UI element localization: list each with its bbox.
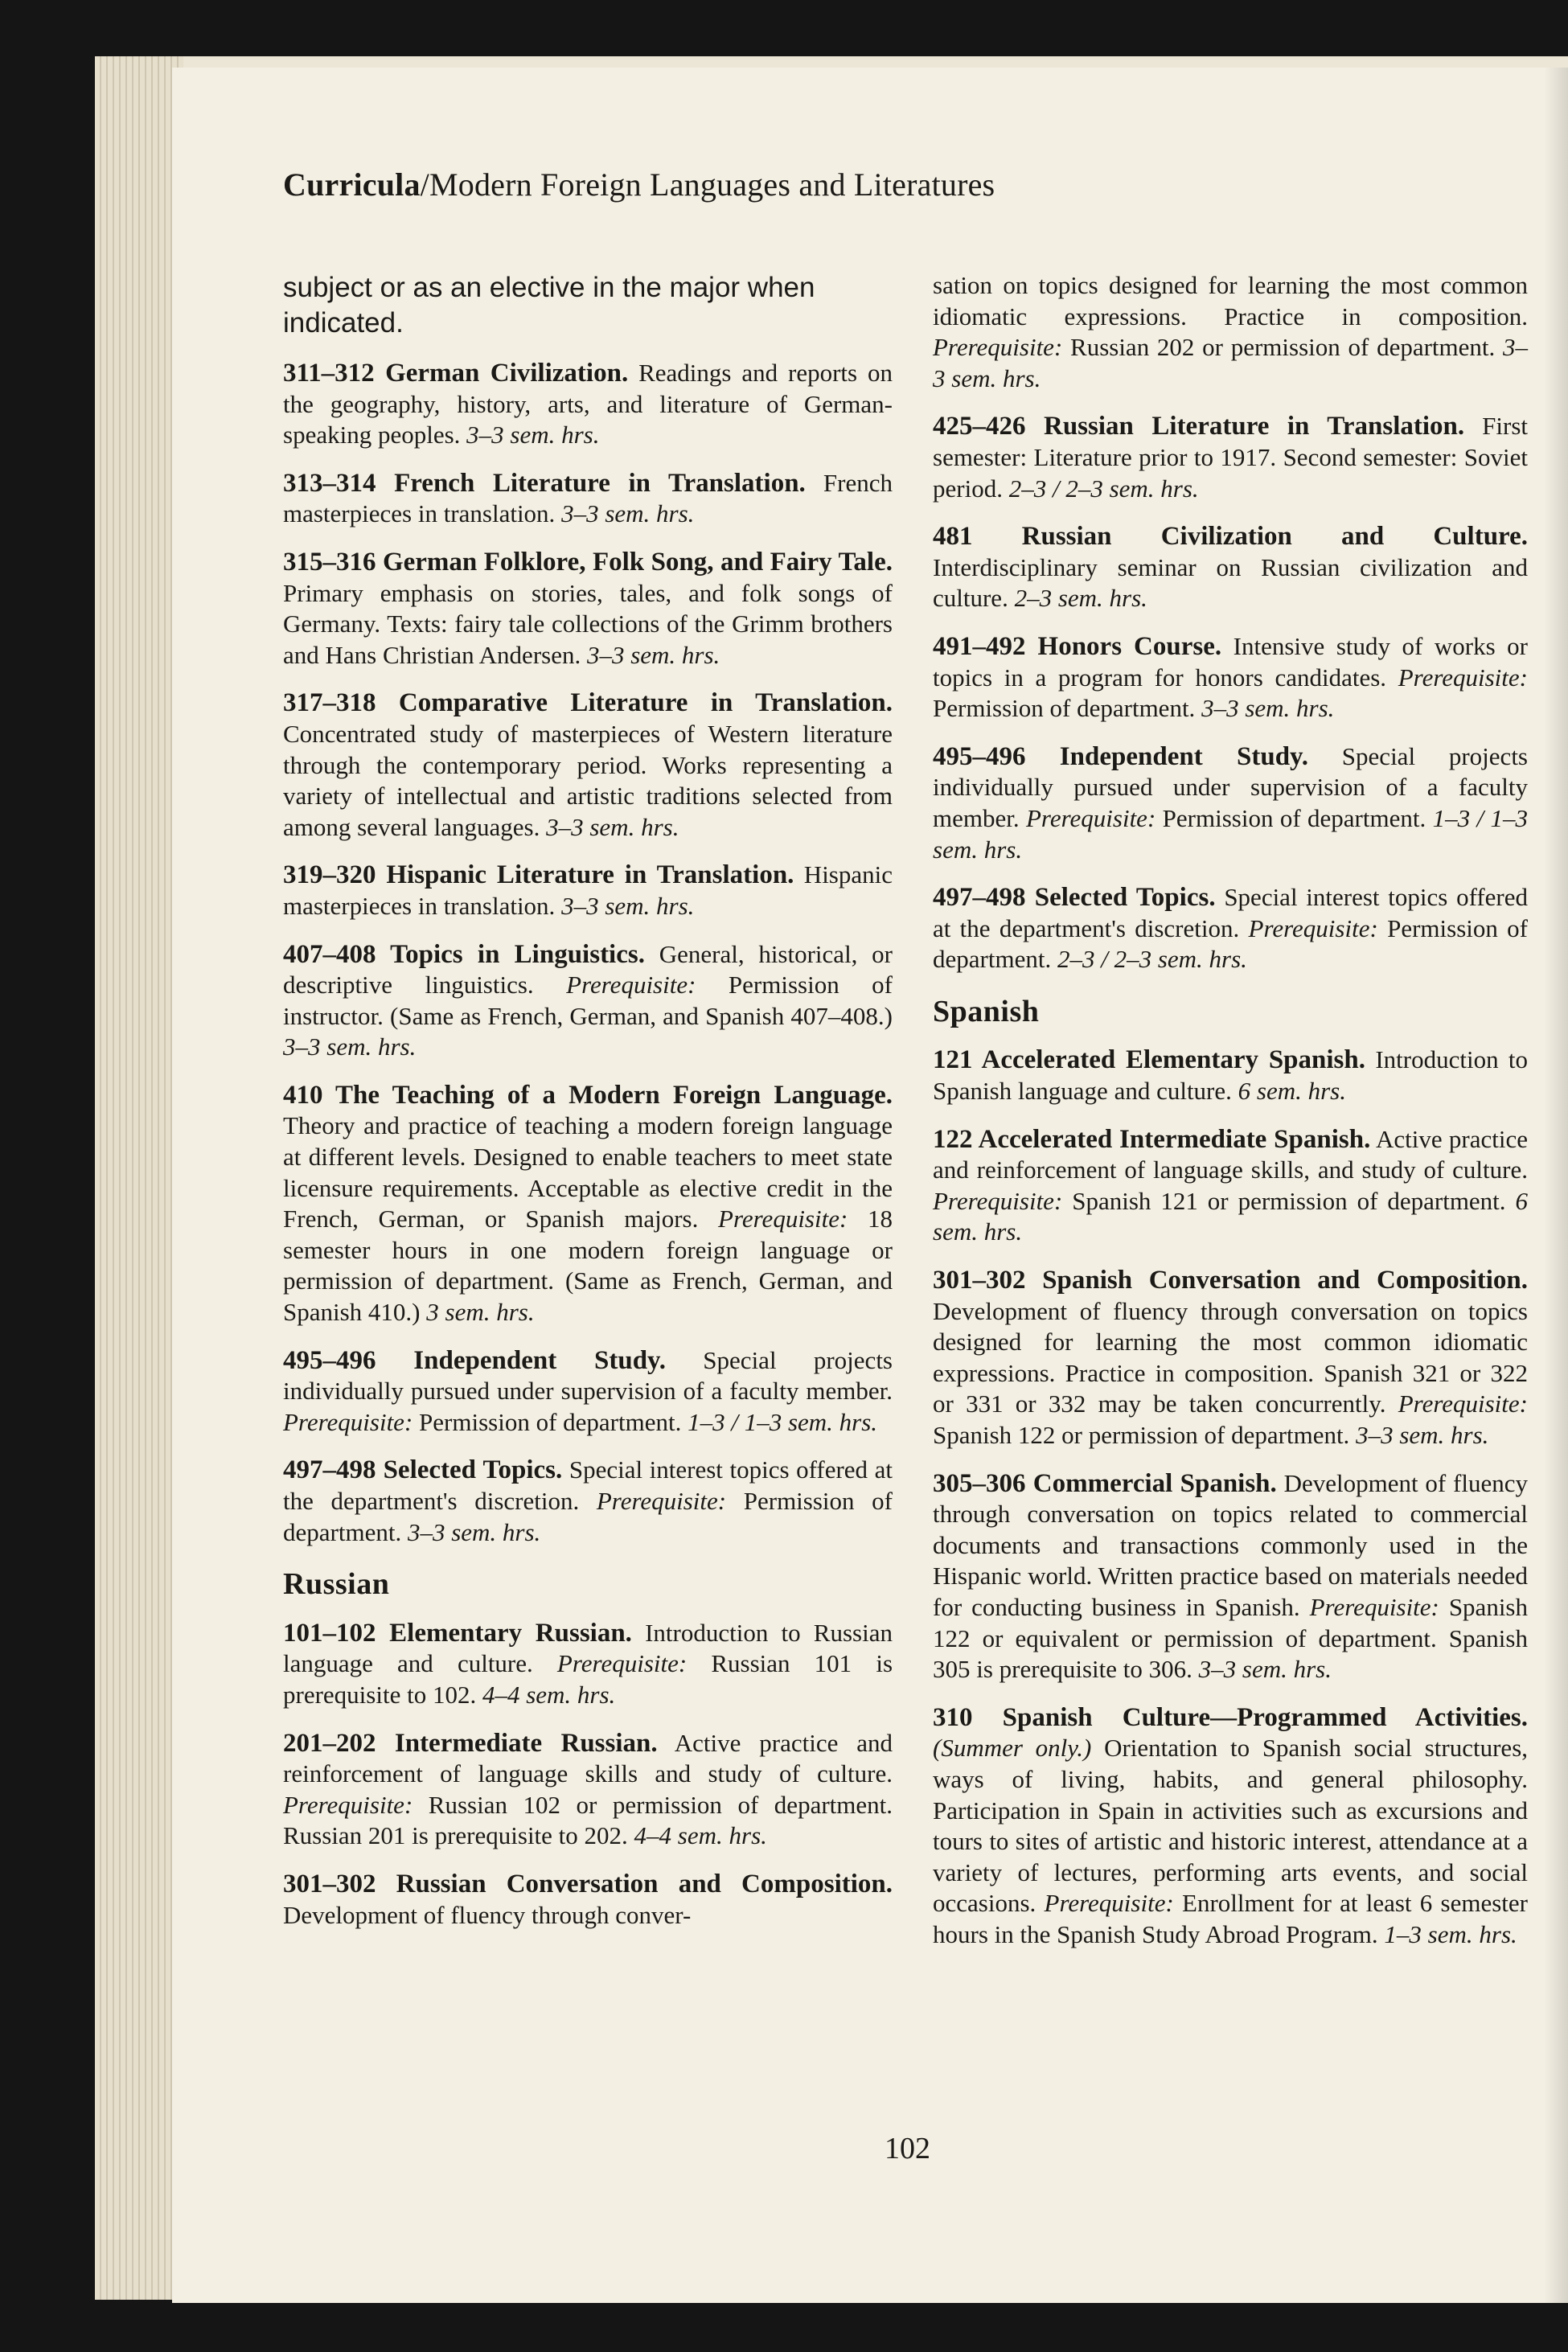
prerequisite-label: Prerequisite: <box>933 1186 1063 1215</box>
left-entries <box>283 358 893 1548</box>
course-title: 301–302 Russian Conversation and Composition. <box>283 1869 893 1898</box>
course-title: 410 The Teaching of a Modern Foreign Language. <box>283 1080 893 1110</box>
running-header <box>283 166 995 203</box>
course-requirement: Russian 101 is prerequisite to 102. <box>283 1649 893 1709</box>
course-hours: 2–3 / 2–3 sem. hrs. <box>1057 945 1247 974</box>
course-description: Special projects individually pursued under supervision of a faculty member. <box>933 741 1528 832</box>
prerequisite-label: Prerequisite: <box>596 1487 727 1515</box>
course-entry <box>933 1468 1528 1685</box>
continued-text: subject or as an elective in the major when indicated. <box>283 272 815 339</box>
course-requirement: Spanish 121 or permission of department. <box>1062 1186 1516 1215</box>
course-hours: 2–3 sem. hrs. <box>1014 584 1147 613</box>
course-description: Interdisciplinary seminar on Russian civilization and culture. <box>933 552 1528 613</box>
course-entry <box>933 1045 1528 1106</box>
section-heading-russian: Russian <box>283 1567 390 1602</box>
course-hours: 2–3 / 2–3 sem. hrs. <box>1008 474 1199 503</box>
course-entry <box>283 1455 893 1548</box>
course-title: 497–498 Selected Topics. <box>933 883 1216 913</box>
course-description: First semester: Literature prior to 1917. Second semester: Soviet period. <box>933 412 1528 503</box>
course-title: 495–496 Independent Study. <box>283 1345 666 1375</box>
prerequisite-label: Prerequisite: <box>556 1649 688 1678</box>
course-description: Intensive study of works or topics in a program for honors candidates. <box>933 631 1528 692</box>
course-requirement: Spanish 122 or permission of department. <box>933 1421 1357 1449</box>
course-description: Special projects individually pursued under supervision of a faculty member. <box>283 1345 893 1406</box>
header-section: Curricula <box>283 166 421 203</box>
course-description: Development of fluency through conver- <box>283 1900 692 1929</box>
course-title: 305–306 Commercial Spanish. <box>933 1468 1277 1498</box>
course-entry <box>283 468 893 530</box>
course-description: Orientation to Spanish social structures, ways of living, habits, and general philosophy. Participation in Spain in activities such as excursions and tours to sites of artistic and historic interest, attendance at a variety of lectures, performing arts events, and social occasions. <box>933 1734 1529 1918</box>
course-title: 481 Russian Civilization and Culture. <box>933 522 1528 552</box>
prerequisite-label: Prerequisite: <box>933 333 1063 362</box>
course-note: (Summer only.) <box>933 1734 1092 1763</box>
section-heading-spanish: Spanish <box>933 994 1040 1028</box>
course-requirement: Permission of department. <box>283 1487 893 1546</box>
course-description: Introduction to Spanish language and culture. <box>933 1045 1529 1106</box>
prerequisite-label: Prerequisite: <box>1026 803 1156 832</box>
course-title: 317–318 Comparative Literature in Translation. <box>283 688 893 718</box>
course-entry <box>933 411 1528 504</box>
course-title: 407–408 Topics in Linguistics. <box>283 939 645 969</box>
course-title: 425–426 Russian Literature in Translation. <box>933 412 1465 441</box>
course-entry <box>283 1080 893 1328</box>
course-requirement: Spanish 122 or equivalent or permission of department. Spanish 305 is prerequisite to 306. <box>933 1592 1528 1684</box>
course-requirement: Russian 102 or permission of department. Russian 201 is prerequisite to 202. <box>283 1790 893 1850</box>
page-edges <box>95 56 183 2300</box>
course-title: 201–202 Intermediate Russian. <box>283 1728 658 1758</box>
course-entry <box>933 521 1528 614</box>
course-requirement: 18 semester hours in one modern foreign language or permission of department. (Same as French, German, and Spanish 410.) <box>283 1205 893 1327</box>
prerequisite-label: Prerequisite: <box>718 1205 848 1233</box>
course-title: 310 Spanish Culture—Programmed Activities. <box>933 1702 1528 1732</box>
prerequisite-label: Prerequisite: <box>1044 1889 1174 1918</box>
course-requirement: Permission of department. <box>933 694 1202 723</box>
prerequisite-label: Prerequisite: <box>1248 913 1378 942</box>
left-column <box>283 270 893 1948</box>
course-title: 311–312 German Civilization. <box>283 359 629 388</box>
course-requirement: Enrollment for at least 6 semester hours in the Spanish Study Abroad Program. <box>933 1889 1528 1948</box>
course-title: 495–496 Independent Study. <box>933 741 1308 771</box>
course-hours: 3–3 sem. hrs. <box>1198 1655 1332 1684</box>
course-hours: 6 sem. hrs. <box>1238 1077 1346 1106</box>
spine-shadow <box>1544 68 1568 2303</box>
right-column <box>933 270 1528 1968</box>
course-description: French masterpieces in translation. <box>283 468 893 528</box>
continued-entry <box>933 270 1528 394</box>
course-title: 313–314 French Literature in Translation. <box>283 468 806 498</box>
course-requirement: Permission of department. <box>933 913 1528 974</box>
russian-entries <box>283 1618 893 1931</box>
course-entry <box>933 1124 1528 1248</box>
prerequisite-label: Prerequisite: <box>1398 663 1528 692</box>
course-description: Readings and reports on the geography, history, arts, and literature of German-speaking peoples. <box>283 359 893 449</box>
course-hours: 3–3 sem. hrs. <box>466 421 600 449</box>
course-entry <box>283 1869 893 1931</box>
course-hours: 3–3 sem. hrs. <box>546 812 679 841</box>
course-entry <box>283 1728 893 1852</box>
spanish-entries <box>933 1045 1528 1950</box>
course-entry <box>283 1618 893 1711</box>
right-entries <box>933 411 1528 975</box>
course-hours: 3–3 sem. hrs. <box>933 333 1528 392</box>
course-title: 319–320 Hispanic Literature in Translation. <box>283 860 794 890</box>
course-entry <box>933 882 1528 975</box>
course-description: Theory and practice of teaching a modern foreign language at different levels. Designed to enable teachers to meet state licensure requirements. Acceptable as elective credit in the French, German, or Spanish majors. <box>283 1111 893 1233</box>
course-hours: 3 sem. hrs. <box>426 1298 535 1327</box>
course-description: Primary emphasis on stories, tales, and folk songs of Germany. Texts: fairy tale collections of the Grimm brothers and Hans Christian Andersen. <box>283 578 893 669</box>
course-entry <box>933 741 1528 865</box>
course-title: 491–492 Honors Course. <box>933 631 1222 661</box>
prerequisite-label: Prerequisite: <box>1398 1389 1528 1418</box>
course-hours: 3–3 sem. hrs. <box>561 891 695 920</box>
course-entry <box>283 1345 893 1439</box>
course-title: 301–302 Spanish Conversation and Composition. <box>933 1266 1528 1295</box>
course-entry <box>933 1265 1528 1451</box>
prerequisite-label: Prerequisite: <box>566 971 696 999</box>
course-description: Special interest topics offered at the department's discretion. <box>933 883 1528 942</box>
course-description: Hispanic masterpieces in translation. <box>283 860 893 920</box>
course-entry <box>283 688 893 843</box>
course-hours: 1–3 / 1–3 sem. hrs. <box>688 1407 878 1436</box>
course-hours: 3–3 sem. hrs. <box>1201 694 1335 723</box>
course-hours: 3–3 sem. hrs. <box>586 640 720 669</box>
course-description: Special interest topics offered at the department's discretion. <box>283 1455 893 1515</box>
course-hours: 3–3 sem. hrs. <box>407 1517 541 1546</box>
course-description: Development of fluency through conversation on topics related to commercial documents and transactions commonly used in the Hispanic world. Written practice based on materials needed for conducting business in Spanish. <box>933 1468 1529 1621</box>
course-hours: 3–3 sem. hrs. <box>1356 1421 1489 1449</box>
course-entry <box>283 358 893 451</box>
course-hours: 3–3 sem. hrs. <box>561 499 695 528</box>
course-entry <box>283 547 893 671</box>
page-number: 102 <box>885 2132 930 2165</box>
course-description: Development of fluency through conversation on topics designed for learning the most common idiomatic expressions. Practice in composition. Spanish 321 or 322 or 331 or 332 may be taken concurrently. <box>933 1296 1528 1418</box>
course-hours: 6 sem. hrs. <box>933 1186 1528 1246</box>
prerequisite-label: Prerequisite: <box>283 1790 413 1819</box>
course-description: sation on topics designed for learning the most common idiomatic expressions. Practice in composition. <box>933 271 1528 330</box>
course-entry <box>933 1702 1528 1951</box>
course-title: 315–316 German Folklore, Folk Song, and Fairy Tale. <box>283 547 893 577</box>
course-hours: 1–3 sem. hrs. <box>1384 1919 1517 1948</box>
course-requirement: Russian 202 or permission of department. <box>1062 333 1503 362</box>
course-requirement: Permission of department. <box>413 1407 688 1436</box>
course-hours: 4–4 sem. hrs. <box>482 1680 616 1709</box>
header-department: /Modern Foreign Languages and Literatures <box>420 166 995 203</box>
course-description: Active practice and reinforcement of language skills, and study of culture. <box>933 1124 1528 1184</box>
course-description: General, historical, or descriptive linguistics. <box>283 939 893 999</box>
course-title: 497–498 Selected Topics. <box>283 1455 563 1485</box>
course-hours: 1–3 / 1–3 sem. hrs. <box>933 803 1529 864</box>
course-entry <box>283 860 893 922</box>
course-title: 121 Accelerated Elementary Spanish. <box>933 1045 1365 1075</box>
course-description: Introduction to Russian language and culture. <box>283 1618 893 1678</box>
course-entry <box>933 631 1528 724</box>
course-requirement: Permission of department. <box>1155 803 1433 832</box>
course-title: 101–102 Elementary Russian. <box>283 1618 632 1648</box>
course-requirement: Permission of instructor. (Same as French, German, and Spanish 407–408.) <box>283 971 893 1030</box>
course-entry <box>283 939 893 1063</box>
prerequisite-label: Prerequisite: <box>283 1407 413 1436</box>
prerequisite-label: Prerequisite: <box>1309 1592 1439 1621</box>
course-title: 122 Accelerated Intermediate Spanish. <box>933 1124 1371 1154</box>
course-hours: 4–4 sem. hrs. <box>634 1821 767 1850</box>
course-description: Concentrated study of masterpieces of Western literature through the contemporary period. Works representing a variety of intellectual and artistic traditions selected from among several languages. <box>283 719 893 841</box>
course-description: Active practice and reinforcement of language skills and study of culture. <box>283 1728 893 1788</box>
course-hours: 3–3 sem. hrs. <box>283 1032 417 1061</box>
